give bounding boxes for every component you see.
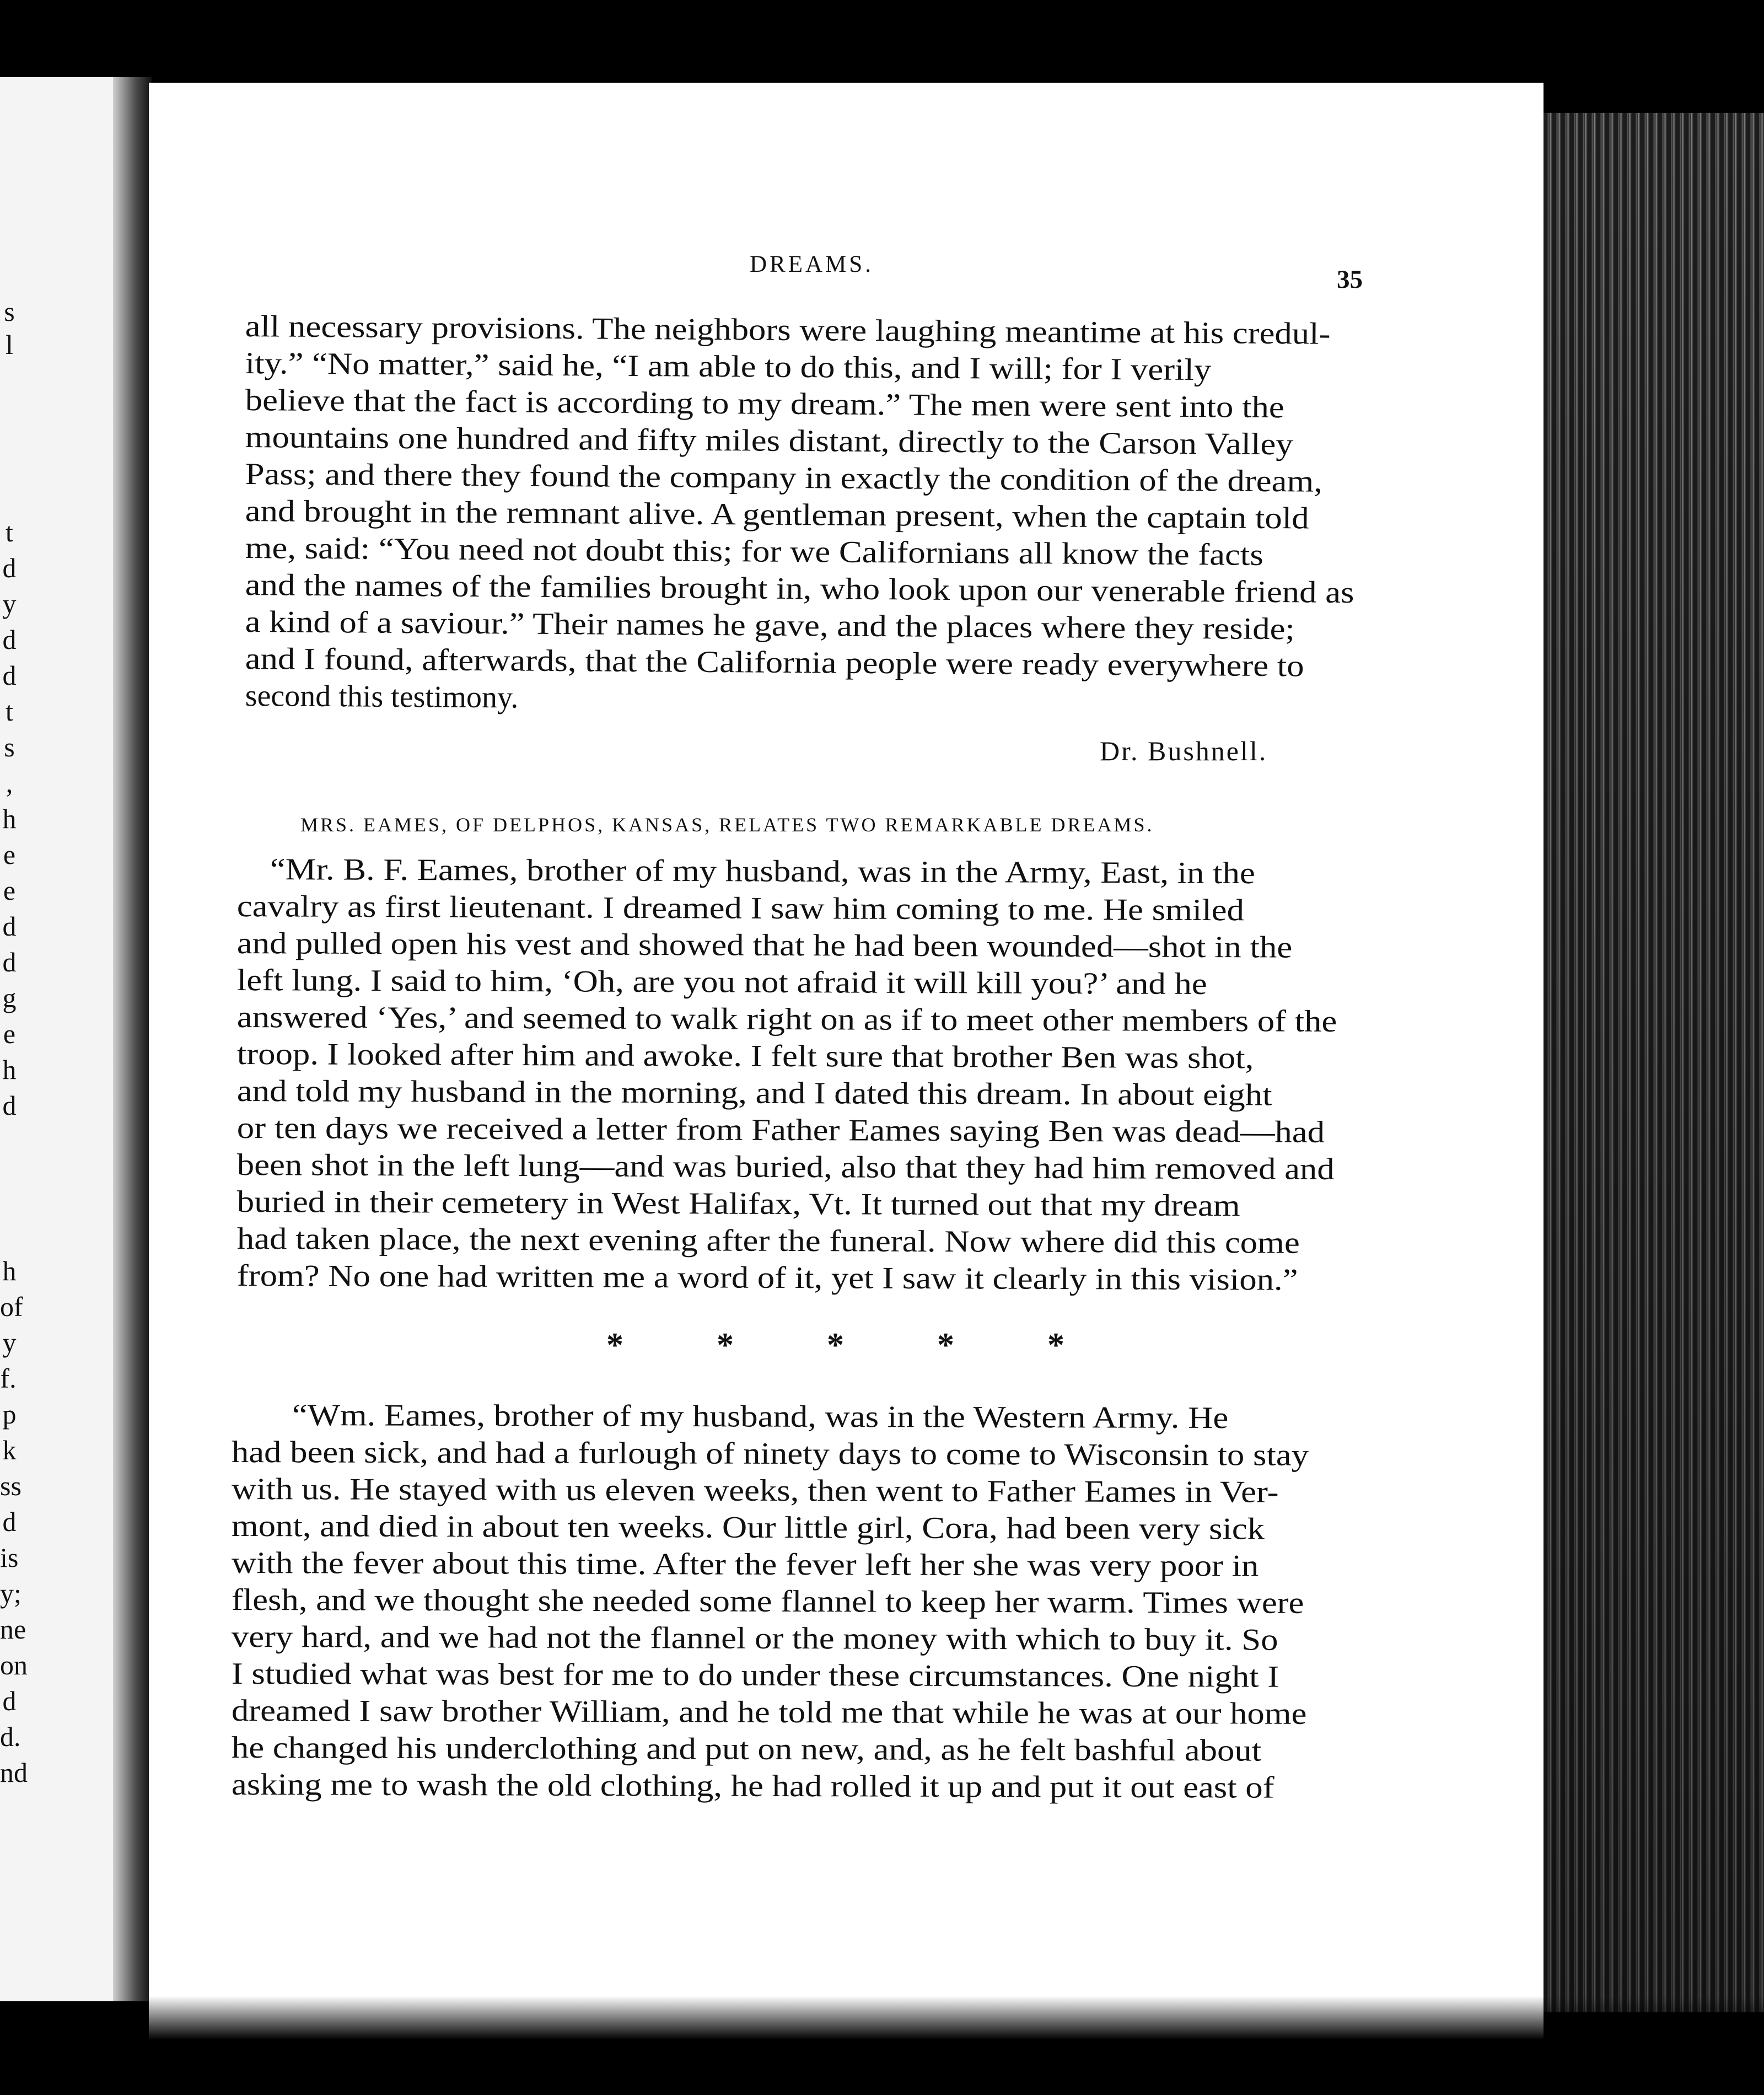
left-page-fragment: d — [2, 624, 17, 655]
text-line: ity.” “No matter,” said he, “I am able to do this, and I will; for I verily — [245, 346, 1212, 388]
signature: Dr. Bushnell. — [1100, 735, 1268, 766]
text-line: dreamed I saw brother William, and he told me that while he was at our home — [231, 1694, 1307, 1731]
text-line: very hard, and we had not the flannel or the money with which to buy it. So — [231, 1620, 1278, 1657]
left-page-fragment: is — [0, 1542, 19, 1573]
text-line: and told my husband in the morning, and I dated this dream. In about eight — [236, 1074, 1272, 1113]
left-page-fragment: d — [2, 911, 17, 942]
text-line: cavalry as first lieutenant. I dreamed I saw him coming to me. He smiled — [236, 889, 1245, 928]
text-line: me, said: “You need not doubt this; for we Californians all know the facts — [245, 531, 1263, 572]
text-line: had been sick, and had a furlough of ninety days to come to Wisconsin to stay — [231, 1435, 1309, 1473]
text-line: all necessary provisions. The neighbors were laughing meantime at his credul- — [245, 309, 1331, 351]
left-page-fragment: d — [2, 1685, 17, 1716]
left-page-fragment: , — [6, 767, 13, 798]
text-line: and the names of the families brought in, who look upon our venerable friend as — [245, 568, 1354, 610]
left-page-fragment: d. — [0, 1721, 21, 1752]
left-page-fragment: k — [2, 1435, 17, 1465]
left-page-fragment: p — [2, 1399, 17, 1430]
left-page-fragment: h — [2, 1255, 17, 1286]
section-heading: MRS. EAMES, OF DELPHOS, KANSAS, RELATES TWO REMARKABLE DREAMS. — [300, 814, 1154, 836]
text-line: mont, and died in about ten weeks. Our little girl, Cora, had been very sick — [231, 1509, 1265, 1546]
left-page-fragment: e — [3, 839, 16, 870]
left-page-fragment: d — [2, 660, 17, 691]
text-line: second this testimony. — [245, 679, 519, 715]
page-number: 35 — [1337, 265, 1363, 294]
left-page-fragment: s — [4, 296, 15, 327]
left-page-fragment: y — [2, 588, 17, 619]
separator-star: * — [827, 1326, 844, 1364]
text-line: or ten days we received a letter from Father Eames saying Ben was dead—had — [236, 1111, 1325, 1149]
left-page-fragment: ss — [0, 1470, 21, 1501]
text-line: and I found, afterwards, that the California people were ready everywhere to — [245, 642, 1304, 684]
separator-star: * — [1047, 1326, 1064, 1364]
separator-star: * — [717, 1326, 734, 1364]
left-page-fragment: d — [2, 1090, 17, 1121]
separator-star: * — [606, 1326, 623, 1364]
text-line: and pulled open his vest and showed that he had been wounded—shot in the — [236, 926, 1293, 965]
text-line: with us. He stayed with us eleven weeks, then went to Father Eames in Ver- — [231, 1472, 1279, 1510]
left-page-fragment: y — [2, 1327, 17, 1358]
book-gutter — [113, 77, 152, 2001]
text-line: flesh, and we thought she needed some flannel to keep her warm. Times were — [231, 1583, 1304, 1620]
left-page-fragment: l — [6, 329, 13, 360]
separator-star: * — [937, 1326, 954, 1364]
text-line: answered ‘Yes,’ and seemed to walk right on as if to meet other members of the — [236, 1000, 1337, 1039]
left-page-fragment: t — [6, 696, 13, 727]
left-page-fragment: d — [2, 1506, 17, 1537]
page-edges-shade — [1544, 113, 1764, 2012]
text-line: and brought in the remnant alive. A gentleman present, when the captain told — [245, 494, 1309, 536]
text-line: asking me to wash the old clothing, he had rolled it up and put it out east of — [231, 1768, 1274, 1805]
left-page-fragment: s — [4, 732, 15, 762]
left-page-fragment: on — [0, 1650, 28, 1680]
text-line: with the fever about this time. After the fever left her she was very poor in — [231, 1546, 1259, 1583]
left-page-fragment: ne — [0, 1614, 26, 1645]
text-line: mountains one hundred and fifty miles distant, directly to the Carson Valley — [245, 420, 1293, 462]
left-page-fragment: d — [2, 947, 17, 977]
section-separator — [606, 1326, 1158, 1365]
left-page-fragment: nd — [0, 1757, 28, 1788]
text-line: buried in their cemetery in West Halifax, Vt. It turned out that my dream — [236, 1185, 1240, 1223]
text-line: from? No one had written me a word of it, yet I saw it clearly in this vision.” — [236, 1259, 1298, 1297]
text-line: troop. I looked after him and awoke. I felt sure that brother Ben was shot, — [236, 1037, 1254, 1076]
bottom-shadow — [149, 1996, 1764, 2040]
running-head: DREAMS. — [750, 251, 874, 277]
left-page-fragment: f. — [0, 1363, 17, 1394]
text-line: Pass; and there they found the company in exactly the condition of the dream, — [245, 457, 1323, 499]
text-line: he changed his underclothing and put on new, and, as he felt bashful about — [231, 1731, 1262, 1768]
text-line: I studied what was best for me to do under these circumstances. One night I — [231, 1657, 1279, 1694]
left-page-fragment: h — [2, 1054, 17, 1085]
left-page-fragment: e — [3, 875, 16, 906]
text-line: a kind of a saviour.” Their names he gave, and the places where they reside; — [245, 605, 1295, 647]
left-page-fragment: h — [2, 803, 17, 834]
text-line: “Wm. Eames, brother of my husband, was in the Western Army. He — [292, 1398, 1229, 1436]
text-line: “Mr. B. F. Eames, brother of my husband, was in the Army, East, in the — [270, 852, 1255, 891]
text-line: believe that the fact is according to my dream.” The men were sent into the — [245, 383, 1284, 425]
left-page-fragment: t — [6, 517, 13, 547]
text-line: been shot in the left lung—and was buried, also that they had him removed and — [236, 1148, 1335, 1186]
text-line: left lung. I said to him, ‘Oh, are you not afraid it will kill you?’ and he — [236, 963, 1207, 1002]
left-page-fragment: of — [0, 1291, 23, 1322]
text-line: had taken place, the next evening after the funeral. Now where did this come — [236, 1222, 1300, 1260]
left-page-fragment: d — [2, 552, 17, 583]
left-page-fragment: y; — [0, 1578, 21, 1609]
left-page-fragment: e — [3, 1018, 16, 1049]
left-page-fragment: g — [2, 982, 17, 1013]
